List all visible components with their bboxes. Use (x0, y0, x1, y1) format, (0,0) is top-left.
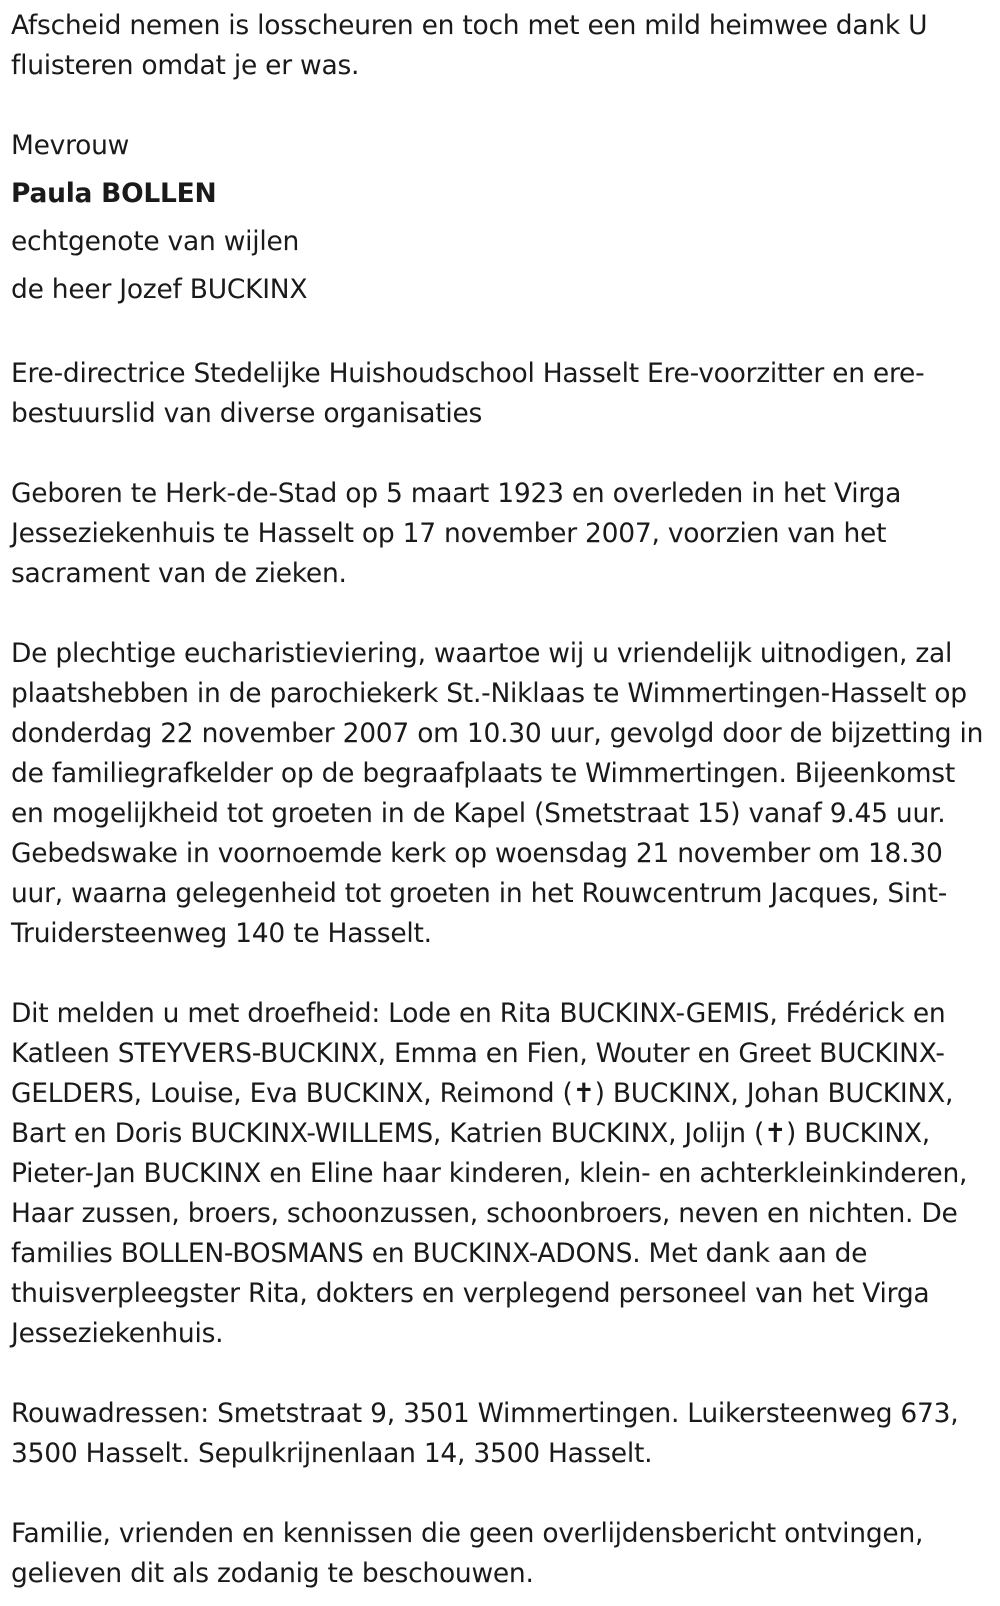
deceased-name: Paula BOLLEN (11, 178, 217, 209)
birth-death-paragraph: Geboren te Herk-de-Stad op 5 maart 1923 en overleden in het Virga Jesseziekenhuis te Hasselt op 17 november 2007, voorzien van het sacrament van de zieken. (11, 478, 902, 589)
spacer (11, 954, 986, 994)
spacer (11, 1474, 986, 1514)
salutation: Mevrouw (11, 130, 130, 161)
spacer (11, 86, 986, 126)
family-paragraph: Dit melden u met droefheid: Lode en Rita BUCKINX-GEMIS, Frédérick en Katleen STEYVERS-BUCKINX, Emma en Fien, Wouter en Greet BUCKINX-GELDERS, Louise, Eva BUCKINX, Reimond (✝) BUCKINX, Johan BUCKINX, Bart en Doris BUCKINX-WILLEMS, Katrien BUCKINX, Jolijn (✝) BUCKINX, Pieter-Jan BUCKINX en Eline haar kinderen, klein- en achterkleinkinderen, Haar zussen, broers, schoonzussen, schoonbroers, neven en nichten. De families BOLLEN-BOSMANS en BUCKINX-ADONS. Met dank aan de thuisverpleegster Rita, dokters en verplegend personeel van het Virga Jesseziekenhuis. (11, 998, 968, 1349)
spacer (11, 594, 986, 634)
addresses-paragraph: Rouwadressen: Smetstraat 9, 3501 Wimmertingen. Luikersteenweg 673, 3500 Hasselt. Sepulkrijnenlaan 14, 3500 Hasselt. (11, 1398, 959, 1469)
titles-paragraph: Ere-directrice Stedelijke Huishoudschool Hasselt Ere-voorzitter en ere-bestuurslid van diverse organisaties (11, 358, 925, 429)
spouse-name: de heer Jozef BUCKINX (11, 274, 308, 305)
relation-text: echtgenote van wijlen (11, 226, 300, 257)
closing-paragraph: Familie, vrienden en kennissen die geen overlijdensbericht ontvingen, gelieven dit als zodanig te beschouwen. (11, 1518, 924, 1589)
spacer (11, 434, 986, 474)
deceased-block (11, 126, 986, 314)
spacer (11, 314, 986, 354)
ceremony-paragraph: De plechtige eucharistieviering, waartoe wij u vriendelijk uitnodigen, zal plaatshebben in de parochiekerk St.-Niklaas te Wimmertingen-Hasselt op donderdag 22 november 2007 om 10.30 uur, gevolgd door de bijzetting in de familiegrafkelder op de begraafplaats te Wimmertingen. Bijeenkomst en mogelijkheid tot groeten in de Kapel (Smetstraat 15) vanaf 9.45 uur. Gebedswake in voornoemde kerk op woensdag 21 november om 18.30 uur, waarna gelegenheid tot groeten in het Rouwcentrum Jacques, Sint-Truidersteenweg 140 te Hasselt. (11, 638, 984, 949)
spacer (11, 1354, 986, 1394)
opening-quote: Afscheid nemen is losscheuren en toch met een mild heimwee dank U fluisteren omdat je er was. (11, 10, 928, 81)
